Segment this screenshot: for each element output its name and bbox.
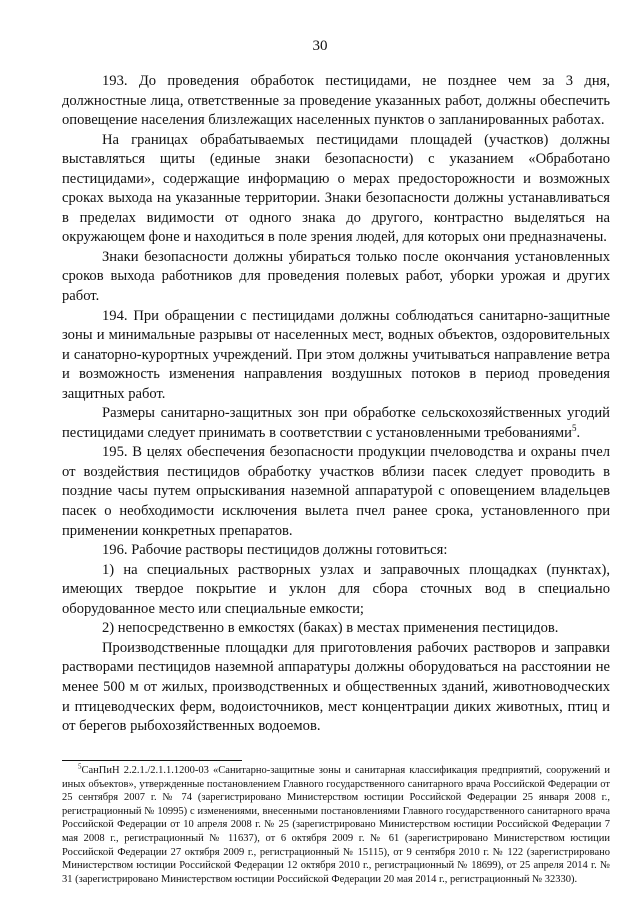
footnote-text: СанПиН 2.2.1./2.1.1.1200-03 «Санитарно-защитные зоны и санитарная классификация предприятий, сооружений и иных объектов», утвержденные постановлением Главного государственного санитарного врача Российской Федерации от 25 сентября 2007 г. № 74 (зарегистрировано Министерством юстиции Российской Федерации 25 января 2008 г., регистрационный № 10995) с изменениями, внесенными постановлениями Главного государственного санитарного врача Российской Федерации от 10 апреля 2008 г. № 25 (зарегистрировано Министерством юстиции Российской Федерации 7 мая 2008 г., регистрационный № 11637), от 6 октября 2009 г. № 61 (зарегистрировано Министерством юстиции Российской Федерации 27 октября 2009 г., регистрационный № 15115), от 9 сентября 2010 г. № 122 (зарегистрировано Министерством юстиции Российской Федерации 12 октября 2010 г., регистрационный № 18699), от 25 апреля 2014 г. № 31 (зарегистрировано Министерством юстиции Российской Федерации 20 мая 2014 г., регистрационный № 32330).: [62, 765, 610, 885]
paragraph-signs-removal: Знаки безопасности должны убираться только после окончания установленных сроков выхода работников для проведения полевых работ, уборки урожая и других работ.: [62, 248, 610, 305]
paragraph-production-sites: Производственные площадки для приготовления рабочих растворов и заправки растворами пестицидов наземной аппаратуры должны оборудоваться на расстоянии не менее 500 м от жилых, производственных и общественных зданий, животноводческих и птицеводческих ферм, водоисточников, мест концентрации диких животных, птиц и от берегов рыбохозяйственных водоемов.: [62, 639, 610, 735]
footnote-separator: [62, 760, 242, 761]
paragraph-193: 193. До проведения обработок пестицидами, не позднее чем за 3 дня, должностные лица, ответственные за проведение указанных работ, должны обеспечить оповещение населения близлежащих населенных пунктов о запланированных работах.: [62, 73, 610, 129]
paragraph-protection-zones: [62, 404, 610, 443]
document-body: [62, 72, 610, 737]
footnote-reference: 5: [571, 422, 577, 433]
paragraph-194: 194. При обращении с пестицидами должны соблюдаться санитарно-защитные зоны и минимальные разрывы от населенных мест, водных объектов, оздоровительных и санаторно-курортных учреждений. При этом должны учитываться направление ветра и возможность изменения направления воздушных потоков в период проведения защитных работ.: [62, 307, 610, 402]
footnote-reference-suffix: .: [576, 424, 581, 441]
paragraph-196: 196. Рабочие растворы пестицидов должны готовиться:: [102, 542, 448, 559]
page-number: 30: [312, 38, 328, 54]
paragraph-195: 195. В целях обеспечения безопасности продукции пчеловодства и охраны пчел от воздействия пестицидов обработку участков вблизи пасек следует проводить в поздние часы путем опрыскивания наземной аппаратурой с оповещением владельцев пасек о необходимости исключения вылета пчел ранее срока, установленного при применении конкретных препаратов.: [62, 444, 610, 539]
list-item-1: 1) на специальных растворных узлах и заправочных площадках (пунктах), имеющих твердое покрытие и уклон для сбора сточных вод в специально оборудованное место или специальные емкости;: [62, 561, 610, 617]
paragraph-warning-signs: На границах обрабатываемых пестицидами площадей (участков) должны выставляться щиты (единые знаки безопасности) с указанием «Обработано пестицидами», содержащие информацию о мерах предосторожности и возможных сроках выхода на указанные территории. Знаки безопасности должны устанавливаться в пределах видимости от одного знака до другого, контрастно выделяться на окружающем фоне и находиться в поле зрения людей, для которых они предназначены.: [62, 131, 610, 246]
footnote-text-block: [62, 764, 610, 886]
list-item-2: 2) непосредственно в емкостях (баках) в местах применения пестицидов.: [102, 620, 559, 637]
paragraph-protection-zones-text: Размеры санитарно-защитных зон при обработке сельскохозяйственных угодий пестицидами следует принимать в соответствии с установленными требованиями: [62, 405, 610, 441]
footnote: [62, 764, 610, 886]
footnote-marker: 5: [78, 762, 82, 771]
